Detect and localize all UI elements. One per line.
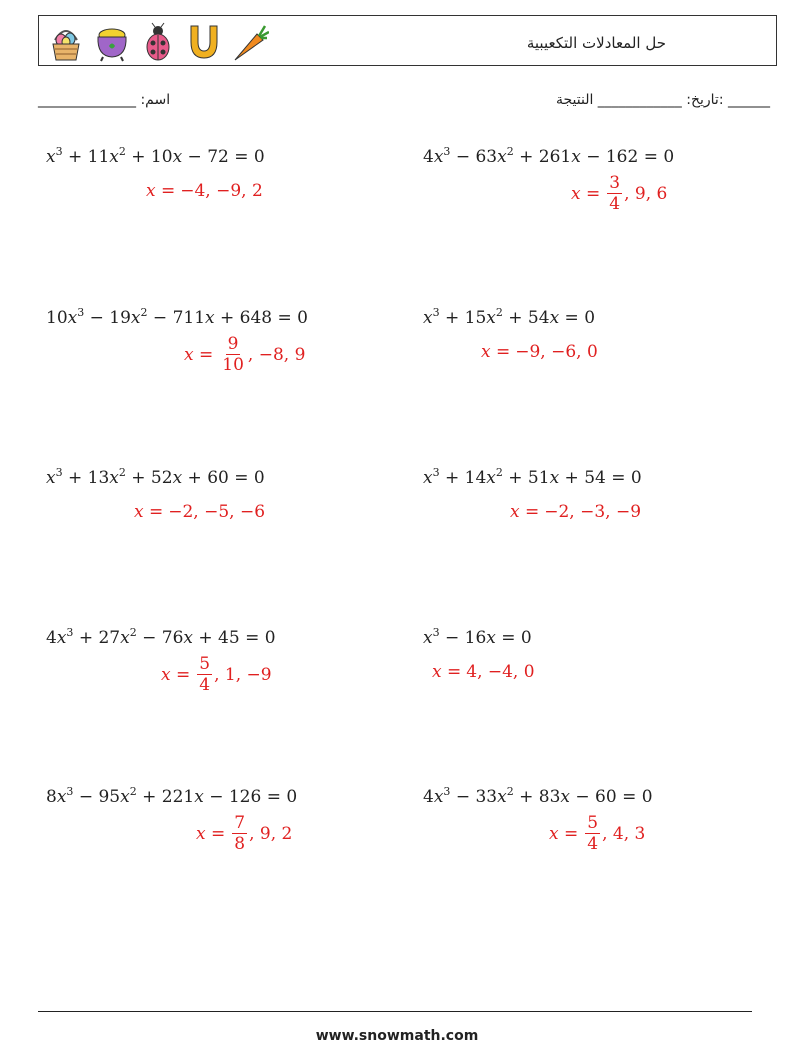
fraction: $\frac{5}{4}$ bbox=[199, 654, 211, 695]
answer: x = −9, −6, 0 bbox=[481, 342, 598, 362]
name-field: اسم: ______________ bbox=[38, 92, 171, 108]
answer: x = $\frac{9}{10}$ , −8, 9 bbox=[184, 334, 306, 375]
answer: x = 4, −4, 0 bbox=[432, 662, 535, 682]
equation: $10x^3 - 19x^2 - 711x + 648 = 0$ bbox=[46, 306, 308, 328]
carrot-icon bbox=[231, 22, 269, 62]
horseshoe-icon bbox=[185, 22, 223, 62]
equation: $4x^3 - 63x^2 + 261x - 162 = 0$ bbox=[423, 145, 675, 167]
answer: x = −2, −3, −9 bbox=[510, 502, 642, 522]
equation: $x^3 - 16x = 0$ bbox=[423, 626, 532, 648]
equation: $x^3 + 14x^2 + 51x + 54 = 0$ bbox=[423, 466, 642, 488]
answer: x = −4, −9, 2 bbox=[146, 181, 263, 201]
fraction: $\frac{7}{8}$ bbox=[234, 813, 246, 854]
equation: $x^3 + 13x^2 + 52x + 60 = 0$ bbox=[46, 466, 265, 488]
fraction: $\frac{9}{10}$ bbox=[222, 334, 244, 375]
footer-site: www.snowmath.com bbox=[315, 1028, 479, 1044]
ladybug-icon bbox=[139, 22, 177, 62]
pot-of-gold-icon bbox=[93, 22, 131, 62]
footer-divider bbox=[38, 1011, 752, 1012]
answer: x = $\frac{5}{4}$ , 1, −9 bbox=[161, 654, 272, 695]
date-score-field: ______ :تاريخ: ____________ النتيجة bbox=[555, 92, 770, 108]
answer: x = $\frac{5}{4}$ , 4, 3 bbox=[549, 813, 646, 854]
page-title: حل المعادلات التكعيبية bbox=[526, 34, 666, 52]
answer: x = $\frac{3}{4}$ , 9, 6 bbox=[571, 173, 668, 214]
fraction: $\frac{5}{4}$ bbox=[587, 813, 599, 854]
easter-basket-icon bbox=[47, 22, 85, 62]
equation: $x^3 + 15x^2 + 54x = 0$ bbox=[423, 306, 596, 328]
equation: $4x^3 + 27x^2 - 76x + 45 = 0$ bbox=[46, 626, 276, 648]
equation: $4x^3 - 33x^2 + 83x - 60 = 0$ bbox=[423, 785, 653, 807]
equation: $x^3 + 11x^2 + 10x - 72 = 0$ bbox=[46, 145, 265, 167]
fraction: $\frac{3}{4}$ bbox=[609, 173, 621, 214]
icon-strip bbox=[47, 22, 269, 62]
equation: $8x^3 - 95x^2 + 221x - 126 = 0$ bbox=[46, 785, 298, 807]
answer: x = −2, −5, −6 bbox=[134, 502, 266, 522]
worksheet-header bbox=[38, 15, 777, 66]
answer: x = $\frac{7}{8}$ , 9, 2 bbox=[196, 813, 293, 854]
